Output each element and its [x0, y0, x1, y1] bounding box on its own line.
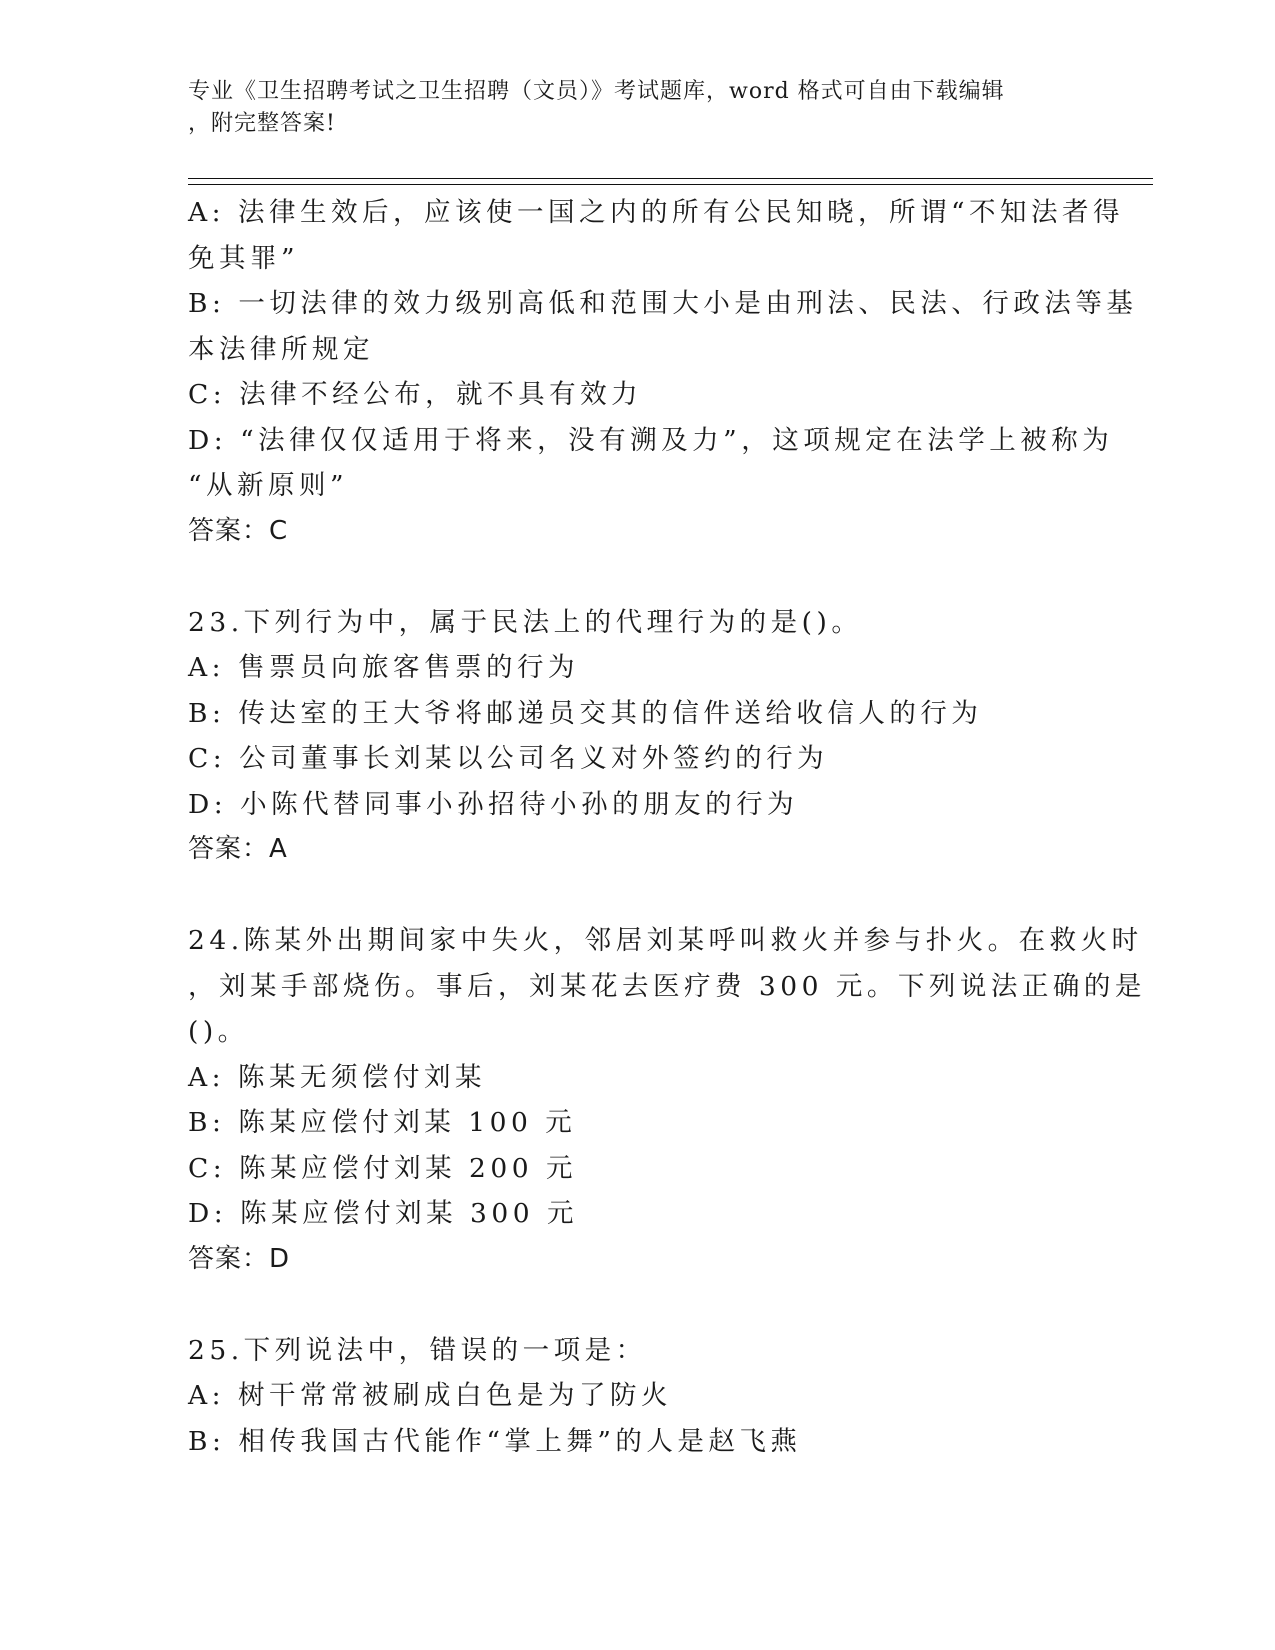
spacer — [188, 1282, 1078, 1328]
option-b: B: 传达室的王大爷将邮递员交其的信件送给收信人的行为 — [188, 697, 983, 729]
option-d-line-2: “从新原则” — [188, 470, 349, 501]
option-c: C: 公司董事长刘某以公司名义对外签约的行为 — [188, 743, 829, 774]
option-d: D: 小陈代替同事小孙招待小孙的朋友的行为 — [188, 788, 799, 820]
option-a-line-1: A: 法律生效后，应该使一国之内的所有公民知晓，所谓“不知法者得 — [188, 197, 1125, 228]
option-d: D: 陈某应偿付刘某 300 元 — [188, 1198, 579, 1229]
question-list — [188, 190, 1146, 1464]
spacer — [188, 873, 1078, 919]
option-a: A: 售票员向旅客售票的行为 — [188, 652, 579, 683]
question-text: 25.下列说法中，错误的一项是： — [188, 1334, 647, 1366]
document-header — [188, 76, 1068, 140]
option-b-line-2: 本法律所规定 — [188, 333, 374, 365]
header-line-2: ，附完整答案! — [188, 111, 336, 136]
answer-label: 答案：C — [188, 515, 289, 546]
answer-label: 答案：D — [188, 1243, 291, 1274]
option-b: B: 陈某应偿付刘某 100 元 — [188, 1107, 577, 1138]
option-c: C: 法律不经公布，就不具有效力 — [188, 379, 643, 410]
question-23-block — [188, 600, 1078, 873]
question-25-block — [188, 1328, 1078, 1465]
answer-label: 答案：A — [188, 834, 288, 864]
question-22-block — [188, 190, 1138, 554]
option-d-line-1: D: “法律仅仅适用于将来，没有溯及力”，这项规定在法学上被称为 — [188, 424, 1114, 456]
option-a: A: 陈某无须偿付刘某 — [188, 1061, 486, 1093]
option-c: C: 陈某应偿付刘某 200 元 — [188, 1152, 578, 1184]
question-24-block — [188, 918, 1146, 1282]
option-a-line-2: 免其罪” — [188, 242, 300, 274]
option-b: B: 相传我国古代能作“掌上舞”的人是赵飞燕 — [188, 1425, 802, 1457]
question-text-line-3: ()。 — [188, 1016, 249, 1047]
option-a: A: 树干常常被刷成白色是为了防火 — [188, 1380, 672, 1411]
question-text: 23.下列行为中，属于民法上的代理行为的是()。 — [188, 606, 863, 638]
header-divider-top — [188, 178, 1153, 179]
option-b-line-1: B: 一切法律的效力级别高低和范围大小是由刑法、民法、行政法等基 — [188, 288, 1138, 319]
spacer — [188, 554, 1078, 600]
question-text-line-1: 24.陈某外出期间家中失火，邻居刘某呼叫救火并参与扑火。在救火时 — [188, 925, 1143, 956]
question-text-line-2: ，刘某手部烧伤。事后，刘某花去医疗费 300 元。下列说法正确的是 — [188, 970, 1146, 1002]
header-line-1: 专业《卫生招聘考试之卫生招聘（文员）》考试题库，word 格式可自由下载编辑 — [188, 79, 1005, 104]
header-divider-bottom — [188, 184, 1153, 185]
